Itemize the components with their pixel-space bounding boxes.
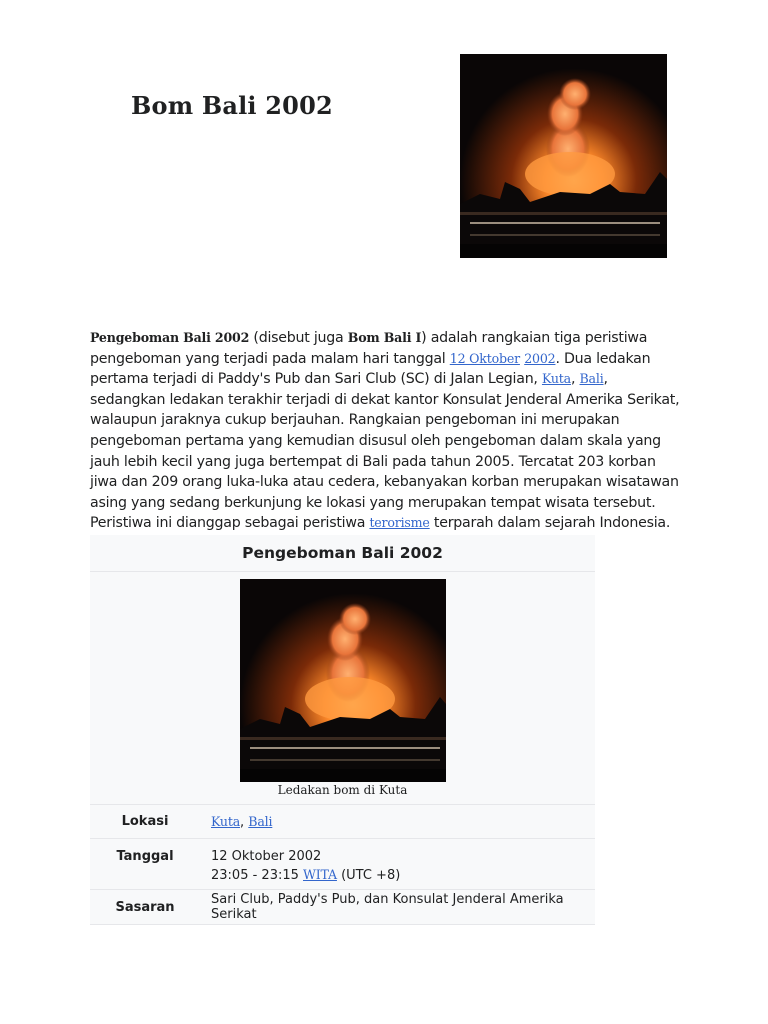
tanggal-label: Tanggal [116, 849, 174, 864]
infobox-image-cell [90, 572, 595, 805]
sasaran-value: Sari Club, Paddy's Pub, dan Konsulat Jenderal Amerika Serikat [211, 892, 564, 922]
tanggal-time: 23:05 - 23:15 WITA (UTC +8) [211, 867, 401, 883]
tanggal-value [200, 848, 595, 889]
infobox [90, 535, 595, 925]
sasaran-label: Sasaran [115, 899, 175, 915]
link-kuta[interactable]: Kuta [541, 371, 571, 387]
link-2002[interactable]: 2002 [524, 350, 556, 366]
lokasi-link-bali[interactable]: Bali [248, 813, 273, 829]
lokasi-link-kuta[interactable]: Kuta [211, 813, 241, 829]
image-caption: Ledakan bom di Kuta [277, 783, 408, 797]
article-name: Pengeboman Bali 2002 [90, 330, 250, 345]
article-alias: Bom Bali I [347, 330, 422, 345]
lokasi-value: Kuta, Bali [211, 813, 273, 830]
infobox-explosion-photo[interactable] [240, 579, 446, 782]
link-12-oktober[interactable]: 12 Oktober [449, 350, 520, 366]
infobox-row-lokasi [90, 805, 595, 839]
lokasi-label: Lokasi [121, 814, 169, 829]
link-wita[interactable]: WITA [303, 867, 337, 882]
infobox-title: Pengeboman Bali 2002 [90, 535, 595, 572]
page-title: Bom Bali 2002 [131, 91, 333, 120]
link-bali[interactable]: Bali [579, 371, 604, 387]
infobox-row-sasaran [90, 890, 595, 925]
explosion-photo[interactable] [460, 54, 667, 258]
link-terorisme[interactable]: terorisme [369, 515, 430, 531]
infobox-row-tanggal [90, 839, 595, 890]
intro-paragraph: Pengeboman Bali 2002 (disebut juga Bom Bali I) adalah rangkaian tiga peristiwa pengeboman yang terjadi pada malam hari tanggal 12 Oktober 2002. Dua ledakan pertama terjadi di Paddy's Pub dan Sari Club (SC) di Jalan Legian, Kuta, Bali, sedangkan ledakan terakhir terjadi di dekat kantor Konsulat Jenderal Amerika Serikat, walaupun jaraknya cukup berjauhan. Rangkaian pengeboman ini merupakan pengeboman pertama yang kemudian disusul oleh pengeboman dalam skala yang jauh lebih kecil yang juga bertempat di Bali pada tahun 2005. Tercatat 203 korban jiwa dan 209 orang luka-luka atau cedera, kebanyakan korban merupakan wisatawan asing yang sedang berkunjung ke lokasi yang merupakan tempat wisata tersebut. Peristiwa ini dianggap sebagai peristiwa terorisme terparah dalam sejarah Indonesia. [90, 330, 680, 532]
tanggal-date: 12 Oktober 2002 [211, 849, 322, 864]
